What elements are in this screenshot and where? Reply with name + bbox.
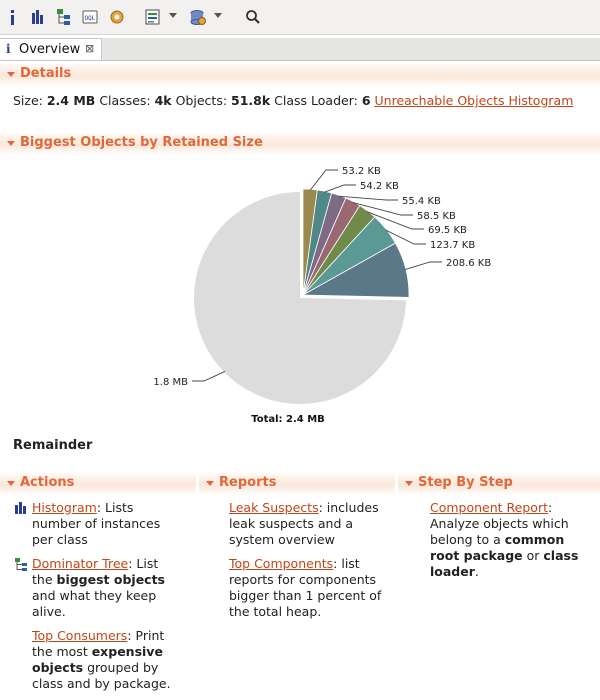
top-consumers-emphasis: expensive objects [32,644,163,675]
remainder-label: Remainder [13,438,93,453]
pie-slice-label: 69.5 KB [428,225,467,236]
objects-label: Objects: [175,93,228,108]
collapse-triangle-icon[interactable] [7,141,15,146]
step-by-step-title: Step By Step [418,475,513,490]
common-root-package-emphasis: common root package [430,532,565,563]
info-icon: i [6,42,11,56]
dominator-tree-description-end: and what they keep alive. [32,588,157,619]
unreachable-objects-histogram-link[interactable]: Unreachable Objects Histogram [374,93,574,108]
details-section-header[interactable] [0,64,600,86]
pie-slice-label: 208.6 KB [446,258,492,269]
actions-list [32,500,174,700]
actions-title: Actions [20,475,75,490]
classes-label: Classes: [99,93,151,108]
histogram-icon [15,502,27,518]
collapse-triangle-icon[interactable] [7,481,15,486]
report-top-components [229,556,389,620]
oql-icon[interactable] [82,7,98,27]
top-components-description: : list reports for components bigger than 1 percent of the total heap. [229,556,382,619]
action-dominator-tree [32,556,174,620]
pie-leader-line [405,262,442,270]
dominator-tree-emphasis: biggest objects [56,572,165,587]
pie-slice-label: 54.2 KB [360,181,399,192]
reports-section-header[interactable] [199,473,395,495]
reports-title: Reports [219,475,277,490]
search-icon[interactable] [245,7,261,27]
retained-size-pie-chart [0,160,600,430]
heap-dump-overview-icon[interactable] [108,7,126,27]
pie-leader-line [324,185,356,192]
pie-chart-svg [0,160,600,430]
report-leak-suspects [229,500,389,548]
details-title: Details [20,66,72,81]
size-value: 2.4 MB [46,93,96,108]
info-icon[interactable] [8,7,18,27]
leak-suspects-link[interactable]: Leak Suspects [229,500,319,515]
svg-text:OQL: OQL [84,15,96,22]
pie-slice-label: 53.2 KB [342,166,381,177]
close-icon[interactable]: ⊠ [85,42,95,55]
dominator-tree-icon [15,558,28,575]
collapse-triangle-icon[interactable] [206,481,214,486]
pie-slice-label: 1.8 MB [153,377,188,388]
tab-overview[interactable] [0,38,102,60]
biggest-objects-title: Biggest Objects by Retained Size [20,135,263,150]
component-report-description-end: . [474,564,479,579]
top-components-link[interactable]: Top Components [229,556,334,571]
top-consumers-link[interactable]: Top Consumers [32,628,128,643]
dominator-tree-description: : List the [32,556,159,587]
component-report-description: : Analyze objects which belong to a [430,500,569,547]
histogram-description: : Lists number of instances per class [32,500,161,547]
action-top-consumers [32,628,174,692]
leak-suspects-description: : includes leak suspects and a system overview [229,500,379,547]
classes-value: 4k [154,93,172,108]
reports-list [229,500,389,628]
step-by-step-section-header[interactable] [398,473,600,495]
pie-leader-line [192,371,225,381]
size-label: Size: [13,93,43,108]
query-browser-icon[interactable] [145,7,161,27]
snapshot-calc-dropdown-icon[interactable] [214,13,222,33]
snapshot-calc-icon[interactable] [190,7,206,27]
histogram-link[interactable]: Histogram [32,500,97,515]
pie-leader-line [310,170,338,190]
actions-section-header[interactable] [0,473,196,495]
tab-overview-label: Overview [19,42,81,57]
component-report-or: or [522,548,544,563]
pie-slice-label: 123.7 KB [430,240,476,251]
query-browser-dropdown-icon[interactable] [169,13,177,33]
component-report-link[interactable]: Component Report [430,500,548,515]
class-loader-value: 6 [361,93,371,108]
collapse-triangle-icon[interactable] [7,72,15,77]
biggest-objects-section-header[interactable] [0,133,600,155]
histogram-icon[interactable] [31,7,45,27]
main-toolbar [0,0,600,35]
objects-value: 51.8k [231,93,271,108]
step-component-report [430,500,585,580]
chart-total-label: Total: 2.4 MB [251,414,325,425]
pie-slice-label: 58.5 KB [417,211,456,222]
step-by-step-list [430,500,585,588]
class-loader-label: Class Loader: [274,93,358,108]
class-loader-emphasis: class loader [430,548,579,579]
top-consumers-description: : Print the most [32,628,165,659]
pie-slice-label: 55.4 KB [402,196,441,207]
dominator-tree-link[interactable]: Dominator Tree [32,556,129,571]
collapse-triangle-icon[interactable] [405,481,413,486]
top-consumers-description-end: grouped by class and by package. [32,660,171,691]
details-summary [13,93,573,108]
dominator-tree-icon[interactable] [56,7,72,27]
action-histogram [32,500,174,548]
editor-tab-bar [0,38,600,61]
